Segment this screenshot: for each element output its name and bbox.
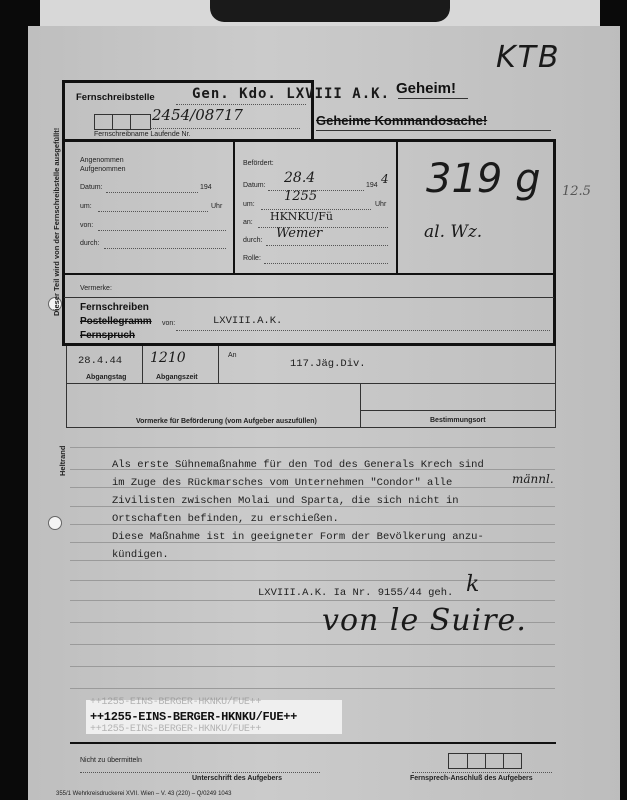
tape-ghost-bottom: ++1255-EINS-BERGER-HKNKU/FUE++ xyxy=(90,724,262,735)
forwarded-datum-value: 28.4 xyxy=(284,170,316,186)
type-fernschreiben: Fernschreiben xyxy=(80,302,149,313)
forwarded-uhr: Uhr xyxy=(375,201,387,208)
forwarded-rolle-label: Rolle: xyxy=(243,255,261,262)
type-fernspruch: Fernspruch xyxy=(80,330,136,341)
body-reference: LXVIII.A.K. Ia Nr. 9155/44 geh. xyxy=(258,587,454,599)
ruled-line xyxy=(70,666,555,667)
dispatch-date-caption: Abgangstag xyxy=(86,374,127,381)
dispatch-right xyxy=(555,346,556,428)
classification-struck: Geheime Kommandosache! xyxy=(316,113,488,128)
received-line1: Angenommen xyxy=(80,157,124,164)
body-signature: von le Suire. xyxy=(322,603,527,638)
phone-boxes xyxy=(448,753,522,769)
received-row-bottom xyxy=(62,273,556,275)
received-datum-dots xyxy=(106,192,198,193)
dispatch-div2 xyxy=(218,346,219,384)
body-line-3: Zivilisten zwischen Molai und Sparta, die sich nicht in xyxy=(112,495,459,507)
received-year: 194 xyxy=(200,184,212,191)
received-um-label: um: xyxy=(80,203,92,210)
side-note: Dieser Teil wird von der Fernschreibstelle ausgefüllt! xyxy=(52,127,61,316)
ruled-line xyxy=(70,580,555,581)
divider-received-forwarded xyxy=(233,139,235,275)
number-value: 2454/08717 xyxy=(152,106,243,124)
footer-phone-caption: Fernsprech-Anschluß des Aufgebers xyxy=(410,775,533,782)
punch-hole-bottom xyxy=(48,516,62,530)
received-um-dots xyxy=(98,211,208,212)
dispatch-vermerke-caption: Vormerke für Beförderung (vom Aufgeber auszufüllen) xyxy=(136,418,317,425)
type-von-value: LXVIII.A.K. xyxy=(213,315,283,327)
form-right-border xyxy=(553,139,556,345)
forwarded-an-label: an: xyxy=(243,219,253,226)
dispatch-recipient: 117.Jäg.Div. xyxy=(290,358,366,370)
forwarded-durch-dots xyxy=(266,245,388,246)
forwarded-year: 194 xyxy=(366,182,378,189)
side-note-lower: Heltrand xyxy=(58,445,67,476)
dispatch-time-caption: Abgangszeit xyxy=(156,374,198,381)
dispatch-row-bottom xyxy=(66,427,556,428)
body-line-4: Ortschaften befinden, zu erschießen. xyxy=(112,513,339,525)
station-dots xyxy=(176,104,306,105)
forwarded-um-value: 1255 xyxy=(284,189,318,204)
forwarded-title: Befördert: xyxy=(243,160,274,167)
body-inserted-word: männl. xyxy=(512,472,554,486)
number-boxes xyxy=(94,114,151,130)
received-von-label: von: xyxy=(80,222,94,229)
vermerke-line xyxy=(64,297,554,298)
classification: Geheim! xyxy=(396,80,457,97)
footer-top-line xyxy=(70,742,556,744)
ruled-line xyxy=(70,447,555,448)
dispatch-bottom xyxy=(66,383,556,384)
dispatch-an-label: An xyxy=(228,352,237,359)
footer-signature-caption: Unterschrift des Aufgebers xyxy=(192,775,282,782)
forwarded-durch-label: durch: xyxy=(243,237,263,244)
margin-note: 12.5 xyxy=(562,184,591,199)
body-line-1: Als erste Sühnemaßnahme für den Tod des Generals Krech sind xyxy=(112,459,484,471)
number-dots xyxy=(150,128,300,129)
body-line-2: im Zuge des Rückmarsches vom Unternehmen "Condor" alle xyxy=(112,477,453,489)
type-von-dots xyxy=(176,330,550,331)
dispatch-bestimmung-line xyxy=(360,410,556,411)
dispatch-time: 1210 xyxy=(150,350,186,366)
footer-phone-dots xyxy=(412,772,552,773)
received-datum-label: Datum: xyxy=(80,184,103,191)
received-durch-dots xyxy=(104,248,226,249)
struck-underline xyxy=(316,130,551,131)
number-caption: Fernschreibname Laufende Nr. xyxy=(94,131,191,138)
type-von-label: von: xyxy=(162,320,176,327)
divider-forwarded-stamp xyxy=(396,139,398,275)
forwarded-rolle-dots xyxy=(264,263,388,264)
dispatch-bestimmungsort-caption: Bestimmungsort xyxy=(430,417,486,424)
vermerke-label: Vermerke: xyxy=(80,285,112,292)
received-von-dots xyxy=(98,230,226,231)
forwarded-um-label: um: xyxy=(243,201,255,208)
stamp-note: al. Wz. xyxy=(424,222,483,242)
teletype-tape xyxy=(86,697,342,735)
stamp-number: 319 g xyxy=(426,156,541,202)
upper-block-bottom xyxy=(62,343,556,346)
header-bottom-border xyxy=(62,139,556,142)
footer-signature-dots xyxy=(80,772,320,773)
forwarded-an-value: HKNKU/Fü xyxy=(270,210,333,223)
received-uhr: Uhr xyxy=(211,203,223,210)
tape-text: ++1255-EINS-BERGER-HKNKU/FUE++ xyxy=(90,710,298,724)
footer-nicht: Nicht zu übermitteln xyxy=(80,757,142,764)
dispatch-div1 xyxy=(142,346,143,384)
body-line-6: kündigen. xyxy=(112,549,169,561)
forwarded-durch-value: Wemer xyxy=(276,226,323,241)
type-posttelegramm: Postellegramm xyxy=(80,316,152,327)
forwarded-datum-label: Datum: xyxy=(243,182,266,189)
footer-print-line: 355/1 Wehrkreisdruckerei XVII. Wien – V. 43 (220) – Q/0249 1043 xyxy=(56,791,232,797)
ruled-line xyxy=(70,688,555,689)
corner-handwriting: KTB xyxy=(496,40,561,75)
ruled-line xyxy=(70,644,555,645)
dispatch-div3 xyxy=(360,383,361,428)
body-line-5: Diese Maßnahme ist in geeigneter Form der Bevölkerung anzu- xyxy=(112,531,484,543)
station-label: Fernschreibstelle xyxy=(76,92,155,103)
teletype-form xyxy=(28,26,620,800)
station-value: Gen. Kdo. LXVIII A.K. xyxy=(192,86,391,102)
body-initial-mark: k xyxy=(466,572,480,597)
form-left-border xyxy=(62,80,65,345)
received-durch-label: durch: xyxy=(80,240,100,247)
header-top-border xyxy=(62,80,314,83)
received-line2: Aufgenommen xyxy=(80,166,126,173)
paper-clip xyxy=(210,0,450,22)
dispatch-left xyxy=(66,346,67,428)
ruled-line xyxy=(70,600,555,601)
tape-ghost-top: ++1255-EINS-BERGER-HKNKU/FUE++ xyxy=(90,697,262,708)
classification-underline xyxy=(398,98,468,99)
dispatch-date: 28.4.44 xyxy=(78,355,123,367)
forwarded-year-value: 4 xyxy=(381,172,389,186)
